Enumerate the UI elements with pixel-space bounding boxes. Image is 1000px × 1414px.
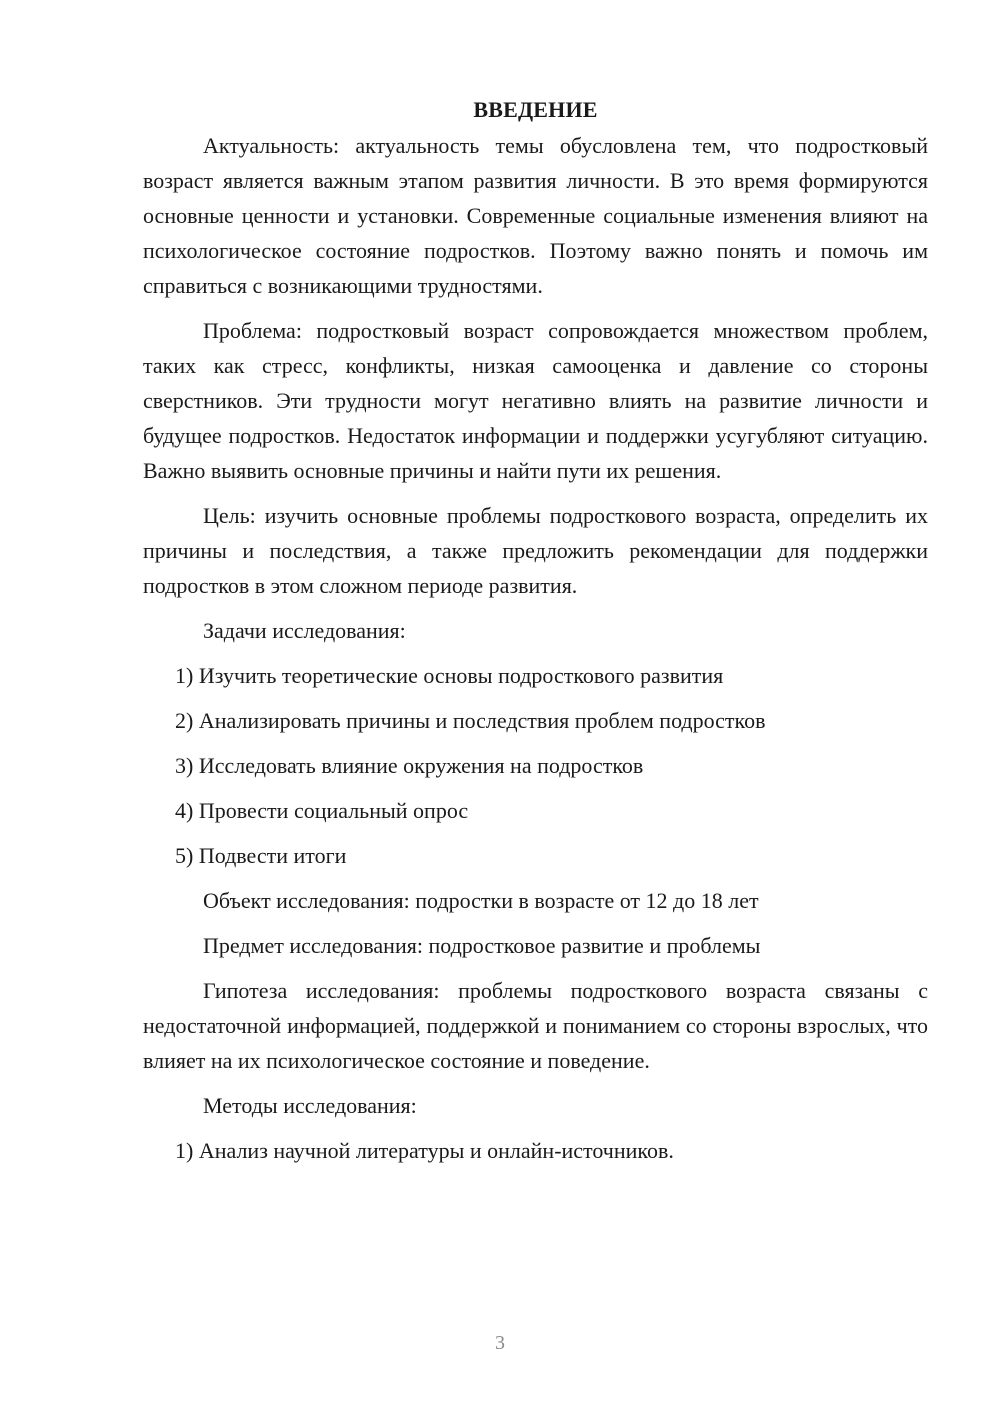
section-heading: ВВЕДЕНИЕ (473, 97, 598, 122)
task-item-1: 1) Изучить теоретические основы подросткового развития (175, 663, 724, 688)
task-item-2: 2) Анализировать причины и последствия проблем подростков (175, 708, 766, 733)
research-subject: Предмет исследования: подростковое развитие и проблемы (203, 933, 761, 958)
document-page (143, 92, 928, 1178)
research-object: Объект исследования: подростки в возрасте от 12 до 18 лет (203, 888, 759, 913)
methods-heading: Методы исследования: (203, 1093, 417, 1118)
task-item-4: 4) Провести социальный опрос (175, 798, 469, 823)
problem-paragraph: Проблема: подростковый возраст сопровождается множеством проблем, таких как стресс, конфликты, низкая самооценка и давление со стороны сверстников. Эти трудности могут негативно влиять на развитие личности и будущее подростков. Недостаток информации и поддержки усугубляют ситуацию. Важно выявить основные причины и найти пути их решения. (143, 318, 928, 483)
task-item-5: 5) Подвести итоги (175, 843, 347, 868)
method-item-1: 1) Анализ научной литературы и онлайн-источников. (175, 1138, 674, 1163)
tasks-heading: Задачи исследования: (203, 618, 406, 643)
relevance-paragraph: Актуальность: актуальность темы обусловлена тем, что подростковый возраст является важным этапом развития личности. В это время формируются основные ценности и установки. Современные социальные изменения влияют на психологическое состояние подростков. Поэтому важно понять и помочь им справиться с возникающими трудностями. (143, 133, 928, 298)
goal-paragraph: Цель: изучить основные проблемы подросткового возраста, определить их причины и последствия, а также предложить рекомендации для поддержки подростков в этом сложном периоде развития. (143, 503, 928, 598)
page-number: 3 (495, 1332, 505, 1354)
task-item-3: 3) Исследовать влияние окружения на подростков (175, 753, 644, 778)
hypothesis-paragraph: Гипотеза исследования: проблемы подросткового возраста связаны с недостаточной информацией, поддержкой и пониманием со стороны взрослых, что влияет на их психологическое состояние и поведение. (143, 978, 928, 1073)
